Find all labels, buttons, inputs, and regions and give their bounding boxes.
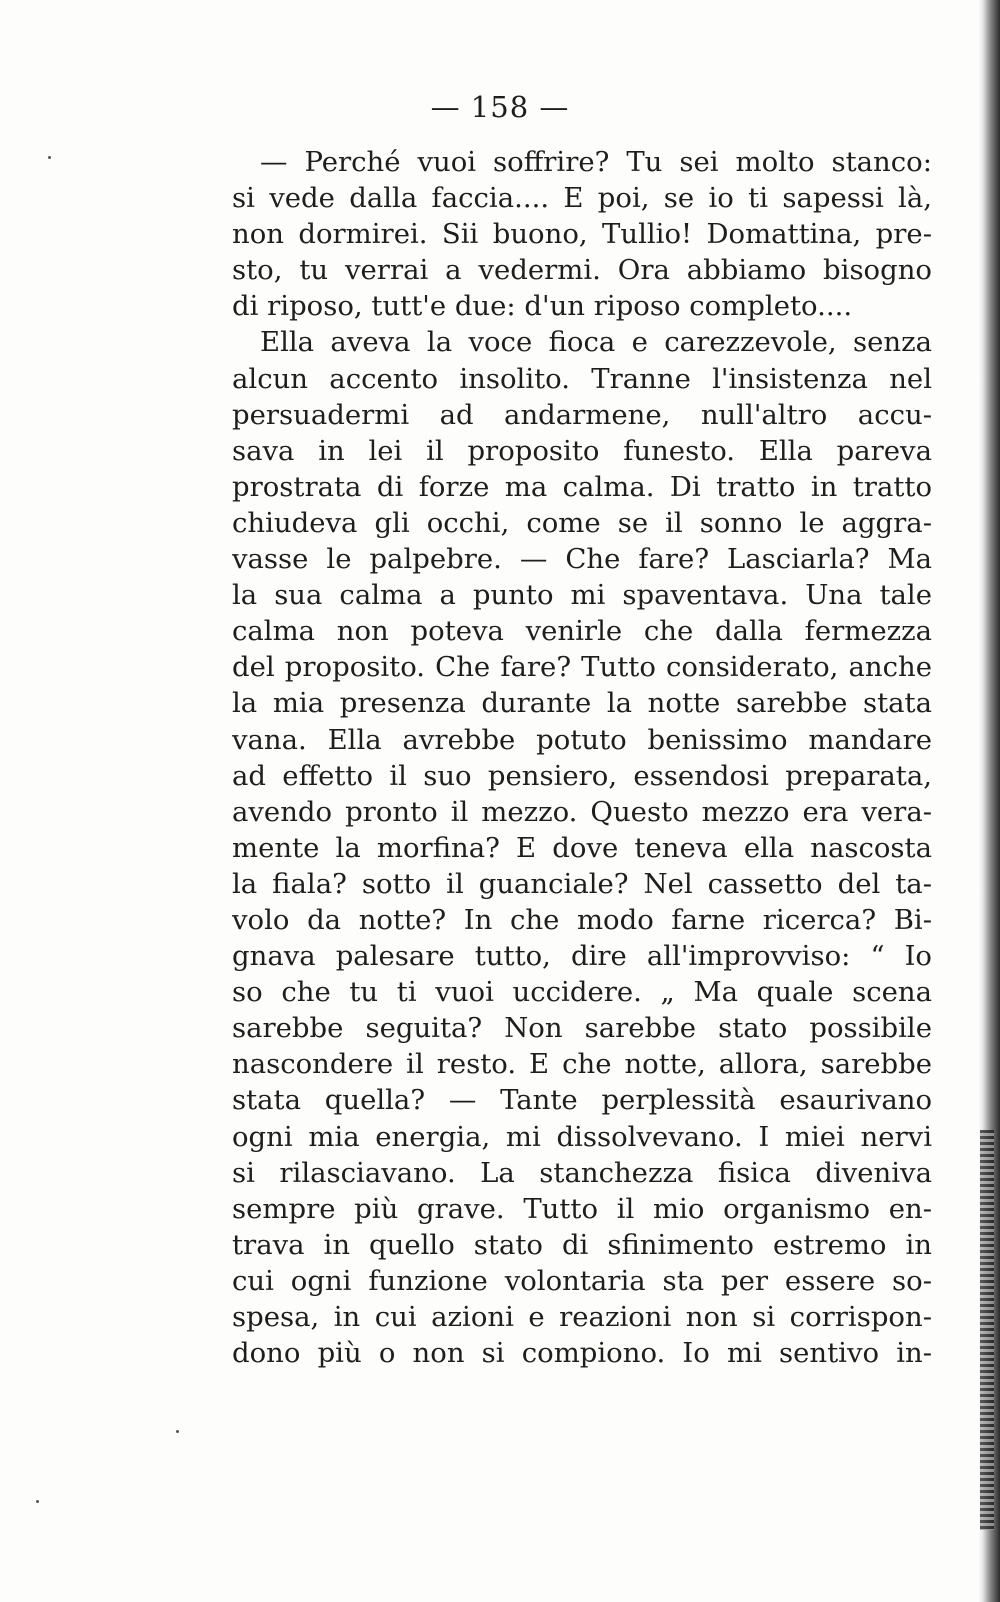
text-line: calma non poteva venirle che dalla fermezza bbox=[232, 615, 932, 648]
text-line: di riposo, tutt'e due: d'un riposo completo.... bbox=[232, 290, 853, 323]
text-line: ad effetto il suo pensiero, essendosi preparata, bbox=[232, 759, 932, 792]
text-line: alcun accento insolito. Tranne l'insistenza nel bbox=[232, 362, 932, 395]
text-line: vasse le palpebre. — Che fare? Lasciarla? Ma bbox=[232, 543, 932, 576]
text-line: cui ogni funzione volontaria sta per essere so- bbox=[232, 1264, 932, 1297]
binding-edge-texture bbox=[980, 1130, 994, 1530]
text-line: volo da notte? In che modo farne ricerca? Bi- bbox=[232, 903, 932, 936]
body-text bbox=[232, 144, 932, 1371]
text-line: dono più o non si compiono. Io mi sentivo in- bbox=[232, 1337, 932, 1370]
text-line: prostrata di forze ma calma. Di tratto in tratto bbox=[232, 470, 932, 503]
page-number: — 158 — bbox=[430, 90, 570, 124]
scan-speck bbox=[176, 1430, 179, 1433]
text-line: spesa, in cui azioni e reazioni non si corrispon- bbox=[232, 1301, 932, 1333]
text-line: si vede dalla faccia.... E poi, se io ti sapessi là, bbox=[232, 182, 932, 215]
scan-speck bbox=[36, 1500, 39, 1503]
text-line: del proposito. Che fare? Tutto considerato, anche bbox=[232, 651, 932, 684]
text-line: sava in lei il proposito funesto. Ella pareva bbox=[232, 434, 932, 467]
text-line: Ella aveva la voce fioca e carezzevole, senza bbox=[260, 326, 932, 359]
text-line: la mia presenza durante la notte sarebbe stata bbox=[232, 687, 932, 720]
text-line: trava in quello stato di sfinimento estremo in bbox=[232, 1228, 932, 1261]
text-line: ogni mia energia, mi dissolvevano. I miei nervi bbox=[232, 1120, 932, 1153]
text-line: nascondere il resto. E che notte, allora, sarebbe bbox=[232, 1048, 932, 1081]
text-line: chiudeva gli occhi, come se il sonno le aggra- bbox=[232, 506, 932, 539]
text-line: la sua calma a punto mi spaventava. Una tale bbox=[232, 579, 932, 612]
text-line: non dormirei. Sii buono, Tullio! Domattina, pre- bbox=[232, 218, 932, 251]
text-line: si rilasciavano. La stanchezza fisica diveniva bbox=[232, 1156, 932, 1189]
text-line: sto, tu verrai a vedermi. Ora abbiamo bisogno bbox=[232, 254, 932, 287]
text-line: vana. Ella avrebbe potuto benissimo mandare bbox=[232, 723, 932, 756]
text-line: avendo pronto il mezzo. Questo mezzo era vera- bbox=[232, 795, 932, 828]
text-line: sempre più grave. Tutto il mio organismo en- bbox=[232, 1192, 932, 1225]
text-line: gnava palesare tutto, dire all'improvviso: “ Io bbox=[232, 940, 932, 973]
text-line: persuadermi ad andarmene, null'altro accu- bbox=[232, 398, 932, 431]
text-line: la fiala? sotto il guanciale? Nel cassetto del ta- bbox=[232, 867, 932, 900]
text-line: sarebbe seguita? Non sarebbe stato possibile bbox=[232, 1012, 932, 1045]
text-line: stata quella? — Tante perplessità esaurivano bbox=[232, 1084, 932, 1117]
scan-speck bbox=[48, 156, 51, 159]
text-line: so che tu ti vuoi uccidere. „ Ma quale scena bbox=[232, 976, 932, 1009]
text-line: — Perché vuoi soffrire? Tu sei molto stanco: bbox=[260, 146, 932, 178]
text-line: mente la morfina? E dove teneva ella nascosta bbox=[232, 831, 932, 864]
